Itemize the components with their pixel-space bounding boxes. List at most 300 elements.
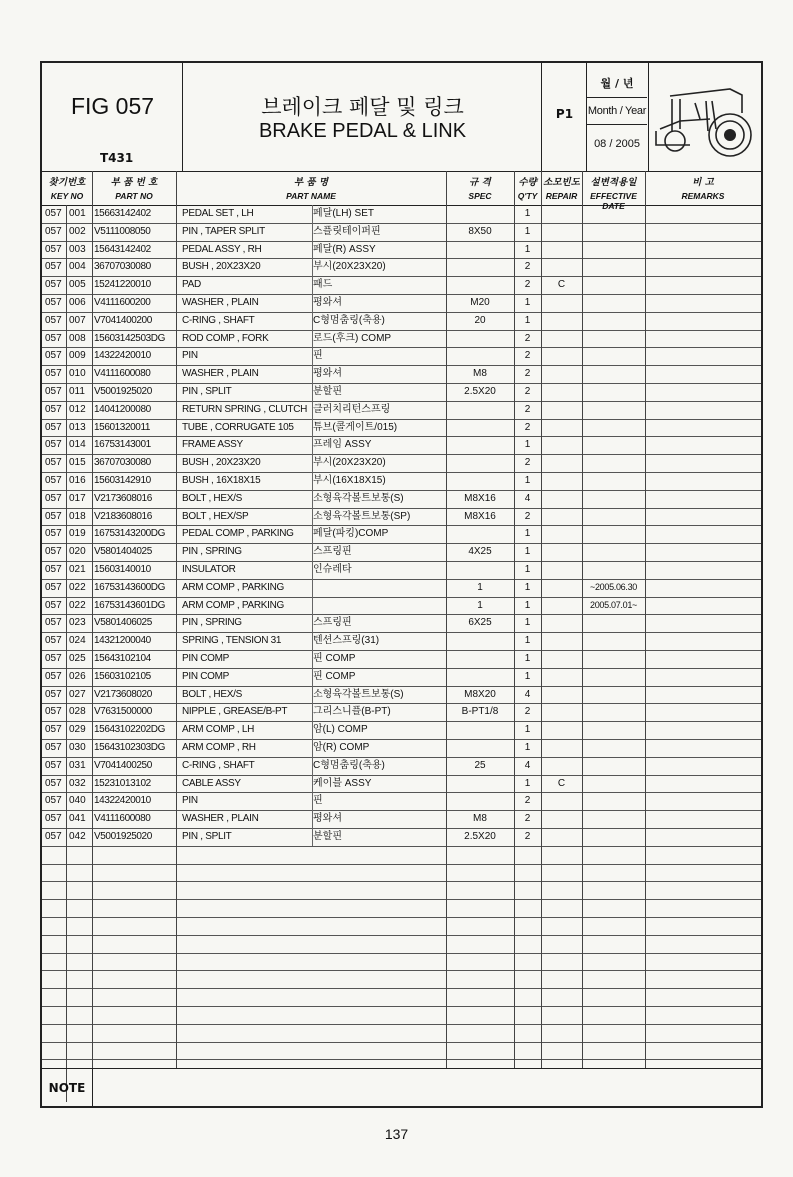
cell-spec <box>446 739 514 757</box>
cell-repair: C <box>557 777 566 789</box>
cell-fig: 057 <box>45 581 62 593</box>
cell-effective <box>582 241 645 259</box>
cell-part: 15643102104 <box>94 653 151 664</box>
table-row <box>42 1024 761 1043</box>
cell-repair <box>541 686 582 704</box>
table-row <box>42 810 761 829</box>
cell-part: 15643102202DG <box>94 724 165 736</box>
cell-key: 007 <box>69 314 86 326</box>
cell-effective <box>582 490 645 508</box>
cell-name-en: PIN , SPRING <box>182 546 242 558</box>
table-row <box>42 597 761 616</box>
cell-qty: 1 <box>524 243 531 255</box>
col-qty-en: Q'TY <box>517 191 538 201</box>
note-label: NOTE <box>42 1069 93 1107</box>
col-qty-kr: 수량 <box>518 177 537 188</box>
table-row <box>42 330 761 349</box>
cell-key: 023 <box>69 617 86 629</box>
cell-effective <box>582 561 645 579</box>
cell-part: 16753143200DG <box>94 528 165 540</box>
cell-effective <box>582 330 645 348</box>
cell-repair <box>541 525 582 543</box>
cell-name-kr: 클러치리턴스프링 <box>313 403 391 415</box>
cell-spec <box>446 276 514 294</box>
cell-effective <box>582 419 645 437</box>
cell-name-kr: 핀 COMP <box>313 670 356 682</box>
cell-fig: 057 <box>45 795 62 807</box>
table-row <box>42 258 761 277</box>
cell-repair <box>541 365 582 383</box>
cell-fig: 057 <box>45 635 62 647</box>
cell-part: 15231013102 <box>94 777 151 789</box>
divider <box>645 171 646 1068</box>
cell-spec: 1 <box>477 581 483 593</box>
cell-repair <box>541 828 582 846</box>
cell-name-kr: 텐션스프링(31) <box>313 635 380 647</box>
cell-qty: 2 <box>524 350 531 362</box>
cell-key: 029 <box>69 724 86 736</box>
cell-fig: 057 <box>45 564 62 575</box>
cell-key: 030 <box>69 742 86 753</box>
cell-name-kr: 페달(파킹)COMP <box>313 528 389 540</box>
cell-fig: 057 <box>45 546 62 558</box>
table-row <box>42 419 761 438</box>
cell-effective <box>582 810 645 828</box>
cell-spec: 20 <box>474 314 486 326</box>
cell-fig: 057 <box>45 439 62 451</box>
cell-effective: ~2005.06.30 <box>590 581 637 592</box>
cell-name-kr: 핀 <box>313 795 323 807</box>
table-row <box>42 241 761 260</box>
table-row <box>42 347 761 366</box>
cell-fig: 057 <box>45 386 62 397</box>
cell-repair <box>541 614 582 632</box>
table-row <box>42 828 761 847</box>
cell-name-kr: 부시(20X23X20) <box>313 261 386 273</box>
col-remarks-kr: 비 고 <box>692 177 714 188</box>
cell-part: 36707030080 <box>94 457 151 469</box>
cell-part: 15603142503DG <box>94 332 165 344</box>
cell-spec <box>446 419 514 437</box>
cell-key: 019 <box>69 528 86 540</box>
cell-name-en: PEDAL COMP , PARKING <box>182 528 294 540</box>
cell-name-kr: 스플릿테이퍼핀 <box>313 225 381 237</box>
cell-fig: 057 <box>45 297 62 308</box>
cell-spec: M8 <box>473 813 487 825</box>
cell-repair <box>541 472 582 490</box>
cell-spec <box>446 436 514 454</box>
cell-fig: 057 <box>45 653 62 664</box>
cell-name-en: PAD <box>182 279 201 291</box>
cell-effective <box>582 436 645 454</box>
cell-name-en: ARM COMP , PARKING <box>182 599 285 611</box>
model-code: T431 <box>100 151 134 165</box>
cell-repair <box>541 258 582 276</box>
cell-name-en: PIN <box>182 795 198 807</box>
col-qty <box>514 171 541 205</box>
cell-key: 015 <box>69 457 86 469</box>
table-row <box>42 864 761 883</box>
cell-name-en: PIN COMP <box>182 670 230 682</box>
cell-fig: 057 <box>45 332 62 344</box>
table-row <box>42 703 761 722</box>
cell-key: 001 <box>69 208 86 219</box>
cell-key: 012 <box>69 403 86 415</box>
cell-repair <box>541 330 582 348</box>
cell-spec <box>446 205 514 223</box>
table-row <box>42 739 761 758</box>
cell-effective <box>582 508 645 526</box>
cell-name-kr <box>313 579 445 597</box>
cell-part: 16753143601DG <box>94 599 165 611</box>
divider <box>92 171 93 1068</box>
cell-name-en: CABLE ASSY <box>182 777 241 789</box>
cell-fig: 057 <box>45 261 62 273</box>
cell-repair <box>541 383 582 401</box>
cell-repair <box>541 312 582 330</box>
table-row <box>42 436 761 455</box>
cell-repair <box>541 632 582 650</box>
cell-repair <box>541 703 582 721</box>
cell-part: 14322420010 <box>94 350 151 362</box>
cell-repair <box>541 401 582 419</box>
cell-qty: 1 <box>524 314 531 326</box>
title-cell <box>183 63 542 171</box>
cell-spec <box>446 792 514 810</box>
sheet-header <box>42 63 761 172</box>
cell-part: 15601320011 <box>94 421 151 433</box>
cell-effective: 2005.07.01~ <box>590 599 637 610</box>
table-row <box>42 614 761 633</box>
cell-key: 020 <box>69 546 86 558</box>
cell-name-kr: C형멈춤링(축용) <box>313 759 385 771</box>
cell-spec <box>446 632 514 650</box>
cell-name-en: ARM COMP , RH <box>182 742 256 753</box>
cell-name-kr: 스프링핀 <box>313 546 352 558</box>
cell-part: 16753143600DG <box>94 581 165 593</box>
divider <box>446 171 447 1068</box>
col-part-kr: 부 품 번 호 <box>110 177 158 188</box>
table-row <box>42 383 761 402</box>
cell-repair <box>541 757 582 775</box>
cell-qty: 4 <box>524 688 531 700</box>
cell-spec <box>446 650 514 668</box>
cell-repair <box>541 436 582 454</box>
cell-part: V7041400250 <box>94 759 152 771</box>
cell-part: V2173608020 <box>94 688 152 700</box>
cell-part: 14322420010 <box>94 795 151 807</box>
cell-name-kr: 평와셔 <box>313 368 342 380</box>
cell-name-en: PIN COMP <box>182 653 230 664</box>
cell-name-en: ARM COMP , LH <box>182 724 255 736</box>
cell-fig: 057 <box>45 777 62 789</box>
cell-name-en: PIN , SPRING <box>182 617 242 629</box>
cell-name-kr: 암(L) COMP <box>313 724 368 736</box>
cell-repair <box>541 668 582 686</box>
cell-repair <box>541 650 582 668</box>
cell-name-kr: 인슈레타 <box>313 564 352 575</box>
cell-name-en: PIN , SPLIT <box>182 831 232 842</box>
cell-spec: M8X20 <box>464 688 496 700</box>
cell-fig: 057 <box>45 706 62 718</box>
col-spec <box>446 171 514 205</box>
cell-key: 016 <box>69 475 86 486</box>
cell-spec <box>446 258 514 276</box>
cell-name-kr: 소형육각볼트보통(SP) <box>313 510 411 522</box>
cell-qty: 1 <box>524 635 531 647</box>
cell-qty: 2 <box>524 421 531 433</box>
cell-effective <box>582 775 645 793</box>
table-row <box>42 223 761 242</box>
cell-qty: 1 <box>524 439 531 451</box>
cell-repair <box>541 454 582 472</box>
divider <box>582 171 583 1068</box>
note-section <box>42 1068 761 1107</box>
cell-key: 024 <box>69 635 86 647</box>
cell-effective <box>582 276 645 294</box>
cell-repair <box>541 205 582 223</box>
table-row <box>42 721 761 740</box>
cell-repair <box>541 294 582 312</box>
cell-part: 15663142402 <box>94 208 151 219</box>
table-row <box>42 881 761 900</box>
figure-number: FIG 057 <box>70 93 155 119</box>
cell-effective <box>582 401 645 419</box>
page-number: 137 <box>384 1126 409 1142</box>
cell-qty: 2 <box>524 706 531 718</box>
cell-name-kr: 평와셔 <box>313 297 342 308</box>
cell-name-en: WASHER , PLAIN <box>182 813 259 825</box>
cell-qty: 2 <box>524 386 531 397</box>
cell-qty: 2 <box>524 457 531 469</box>
cell-effective <box>582 614 645 632</box>
cell-qty: 1 <box>524 670 531 682</box>
table-row <box>42 312 761 331</box>
cell-key: 018 <box>69 510 86 522</box>
cell-effective <box>582 792 645 810</box>
cell-spec: B-PT1/8 <box>461 706 499 718</box>
cell-qty: 2 <box>524 261 531 273</box>
cell-key: 026 <box>69 670 86 682</box>
cell-qty: 4 <box>524 759 531 771</box>
table-row <box>42 508 761 527</box>
cell-part: V5111008050 <box>94 225 151 237</box>
cell-name-kr: 페달(LH) SET <box>313 208 374 219</box>
cell-name-en: FRAME ASSY <box>182 439 243 451</box>
cell-part: 36707030080 <box>94 261 151 273</box>
cell-name-en: BUSH , 20X23X20 <box>182 261 261 273</box>
cell-effective <box>582 686 645 704</box>
cell-qty: 1 <box>524 528 531 540</box>
table-row <box>42 294 761 313</box>
cell-effective <box>582 632 645 650</box>
cell-key: 002 <box>69 225 86 237</box>
cell-part: 15603142910 <box>94 475 151 486</box>
cell-spec: 6X25 <box>468 617 492 629</box>
cell-spec <box>446 561 514 579</box>
cell-spec <box>446 775 514 793</box>
cell-name-en: ARM COMP , PARKING <box>182 581 285 593</box>
table-row <box>42 365 761 384</box>
cell-name-en: NIPPLE , GREASE/B-PT <box>182 706 288 718</box>
cell-spec <box>446 668 514 686</box>
cell-fig: 057 <box>45 457 62 469</box>
table-row <box>42 632 761 651</box>
cell-effective <box>582 258 645 276</box>
cell-spec: M20 <box>470 297 490 308</box>
cell-effective <box>582 543 645 561</box>
cell-part: 15603140010 <box>94 564 151 575</box>
table-row <box>42 935 761 954</box>
col-spec-kr: 규 격 <box>469 177 491 188</box>
col-key <box>42 171 92 205</box>
cell-spec: M8X16 <box>464 492 496 504</box>
cell-name-en: BOLT , HEX/S <box>182 688 242 700</box>
cell-fig: 057 <box>45 368 62 380</box>
cell-name-kr: 부시(20X23X20) <box>313 457 386 469</box>
cell-part: V5801404025 <box>94 546 152 558</box>
cell-part: 15241220010 <box>94 279 151 291</box>
cell-effective <box>582 525 645 543</box>
cell-name-en: PIN <box>182 350 198 362</box>
cell-name-kr: 소형육각볼트보통(S) <box>313 688 404 700</box>
cell-qty: 2 <box>524 279 531 291</box>
col-name-kr: 부 품 명 <box>293 177 329 188</box>
cell-part: V4111600080 <box>94 813 151 825</box>
cell-name-en: RETURN SPRING , CLUTCH <box>182 403 308 415</box>
col-key-kr: 찾기번호 <box>48 177 86 188</box>
cell-qty: 2 <box>524 332 531 344</box>
cell-key: 031 <box>69 759 86 771</box>
table-row <box>42 686 761 705</box>
col-key-en: KEY NO <box>50 191 84 201</box>
cell-qty: 1 <box>524 742 531 753</box>
table-row <box>42 757 761 776</box>
cell-key: 009 <box>69 350 86 362</box>
cell-spec <box>446 454 514 472</box>
cell-fig: 057 <box>45 350 62 362</box>
table-row <box>42 1006 761 1025</box>
cell-repair: C <box>557 279 566 291</box>
table-row <box>42 1042 761 1061</box>
cell-key: 032 <box>69 777 86 789</box>
cell-part: V5001925020 <box>94 831 152 842</box>
cell-fig: 057 <box>45 403 62 415</box>
cell-spec <box>446 525 514 543</box>
table-row <box>42 953 761 972</box>
cell-key: 010 <box>69 368 86 380</box>
cell-key: 004 <box>69 261 86 273</box>
cell-name-en: PIN , SPLIT <box>182 386 232 397</box>
cell-repair <box>541 543 582 561</box>
table-row <box>42 988 761 1007</box>
cell-fig: 057 <box>45 314 62 326</box>
cell-part: V5801406025 <box>94 617 152 629</box>
cell-repair <box>541 597 582 615</box>
cell-effective <box>582 650 645 668</box>
col-part-en: PART NO <box>115 191 153 201</box>
cell-name-kr: 부시(16X18X15) <box>313 475 386 486</box>
cell-name-en: INSULATOR <box>182 564 236 575</box>
cell-name-en: BUSH , 20X23X20 <box>182 457 261 469</box>
cell-qty: 2 <box>524 368 531 380</box>
cell-name-en: PEDAL SET , LH <box>182 208 254 219</box>
col-repair-en: REPAIR <box>545 191 578 201</box>
cell-key: 021 <box>69 564 86 575</box>
cell-part: 15643142402 <box>94 243 151 255</box>
table-row <box>42 846 761 865</box>
cell-name-en: BOLT , HEX/S <box>182 492 242 504</box>
cell-qty: 2 <box>524 510 531 522</box>
cell-qty: 2 <box>524 403 531 415</box>
table-row <box>42 899 761 918</box>
cell-name-kr: 핀 <box>313 350 323 362</box>
cell-fig: 057 <box>45 208 62 219</box>
cell-part: 14321200040 <box>94 635 151 647</box>
cell-repair <box>541 347 582 365</box>
table-row <box>42 490 761 509</box>
cell-effective <box>582 312 645 330</box>
cell-fig: 057 <box>45 225 62 237</box>
cell-qty: 2 <box>524 795 531 807</box>
cell-fig: 057 <box>45 475 62 486</box>
cell-spec <box>446 330 514 348</box>
cell-key: 005 <box>69 279 86 291</box>
cell-name-kr: 평와셔 <box>313 813 342 825</box>
cell-part: V4111600200 <box>94 297 151 308</box>
tractor-icon <box>650 71 760 163</box>
cell-spec <box>446 721 514 739</box>
cell-key: 017 <box>69 492 86 504</box>
cell-repair <box>541 721 582 739</box>
divider <box>66 205 67 1102</box>
cell-repair <box>541 579 582 597</box>
cell-key: 028 <box>69 706 86 718</box>
cell-name-en: C-RING , SHAFT <box>182 314 255 326</box>
table-row <box>42 775 761 794</box>
cell-key: 011 <box>69 386 85 397</box>
cell-fig: 057 <box>45 688 62 700</box>
table-row <box>42 561 761 580</box>
cell-fig: 057 <box>45 279 62 291</box>
table-row <box>42 525 761 544</box>
title-english: BRAKE PEDAL & LINK <box>258 120 467 142</box>
cell-key: 041 <box>69 813 86 825</box>
cell-spec <box>446 347 514 365</box>
cell-part: V2173608016 <box>94 492 152 504</box>
table-row <box>42 543 761 562</box>
cell-qty: 1 <box>524 581 531 593</box>
cell-spec <box>446 241 514 259</box>
col-remarks <box>645 171 761 205</box>
cell-spec: M8 <box>473 368 487 380</box>
cell-name-en: C-RING , SHAFT <box>182 759 255 771</box>
cell-key: 013 <box>69 421 86 433</box>
divider <box>176 171 177 1068</box>
cell-part: V5001925020 <box>94 386 152 397</box>
cell-key: 022 <box>69 599 86 611</box>
cell-name-kr: 로드(후크) COMP <box>313 332 392 344</box>
cell-repair <box>541 490 582 508</box>
cell-name-kr: 핀 COMP <box>313 653 356 664</box>
cell-name-kr: 프레임 ASSY <box>313 439 372 451</box>
table-row <box>42 205 761 224</box>
cell-effective <box>582 828 645 846</box>
cell-effective <box>582 347 645 365</box>
cell-repair <box>541 419 582 437</box>
cell-effective <box>582 472 645 490</box>
cell-qty: 1 <box>524 724 531 736</box>
